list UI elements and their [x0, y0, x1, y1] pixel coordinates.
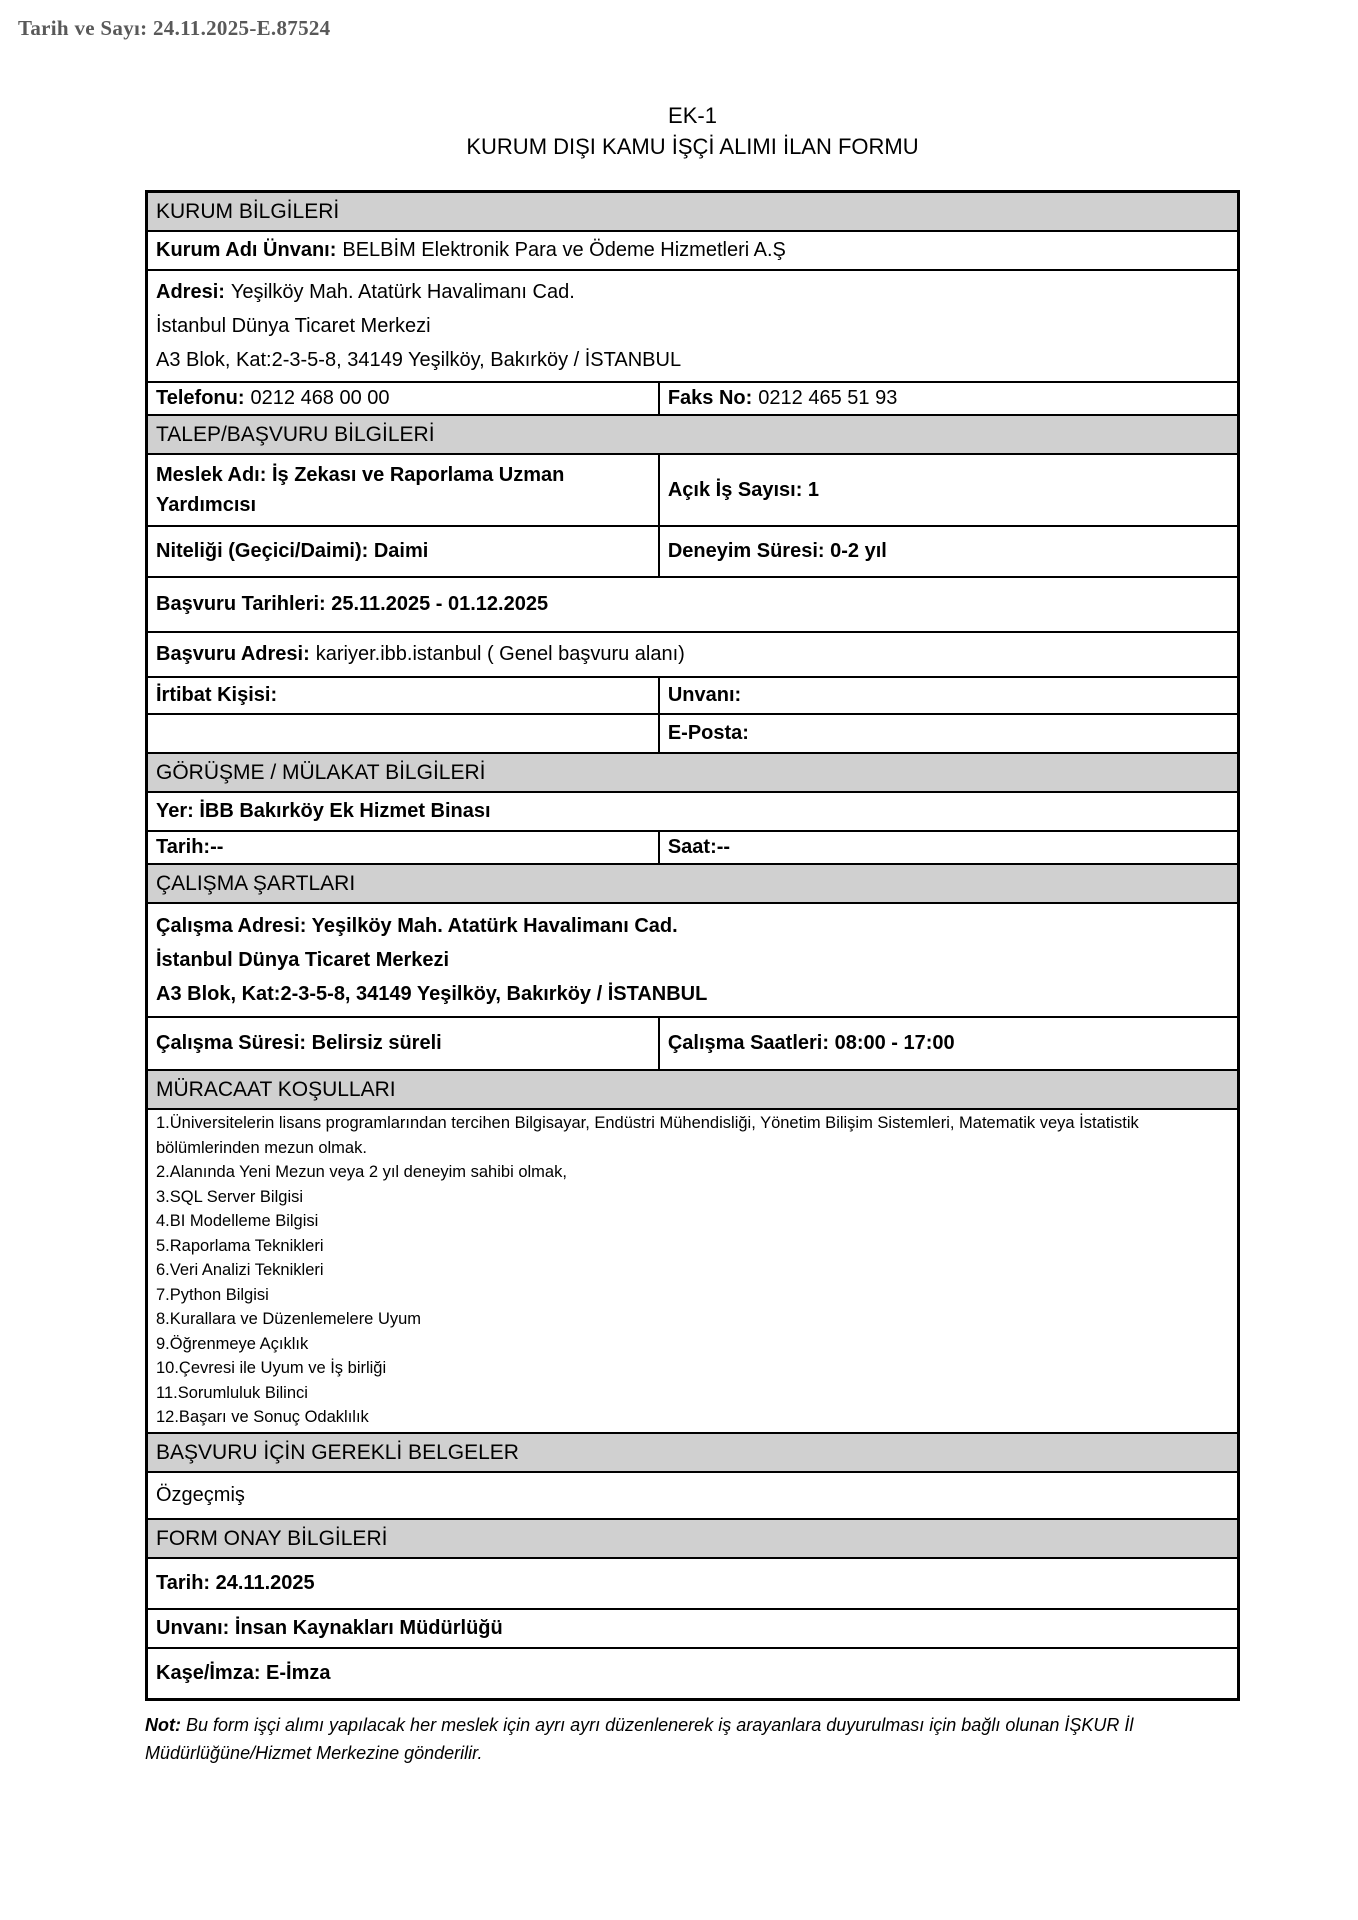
- section-header-form-onay: FORM ONAY BİLGİLERİ: [148, 1518, 1237, 1557]
- section-header-calisma-sartlari: ÇALIŞMA ŞARTLARI: [148, 863, 1237, 902]
- field-basvuru-adresi-label: Başvuru Adresi:: [156, 643, 310, 665]
- muracaat-item-9: 9.Öğrenmeye Açıklık: [156, 1334, 309, 1353]
- row-basvuru-adresi: [148, 631, 1237, 676]
- field-adres: [148, 271, 1237, 381]
- muracaat-item-8: 8.Kurallara ve Düzenlemelere Uyum: [156, 1310, 422, 1328]
- row-kurum-adi: [148, 230, 1237, 269]
- row-onay-tarih: [148, 1557, 1237, 1608]
- field-adres-line2: İstanbul Dünya Ticaret Merkezi: [156, 315, 431, 337]
- field-eposta: E-Posta:: [667, 722, 749, 744]
- field-irtibat-empty: [148, 715, 660, 752]
- row-calisma-adresi: [148, 902, 1237, 1016]
- field-adres-label: Adresi:: [156, 281, 225, 303]
- field-kurum-adi-label: Kurum Adı Ünvanı:: [156, 239, 337, 261]
- row-calisma-suresi-saatleri: [148, 1016, 1237, 1069]
- field-adres-line1: [156, 275, 1229, 309]
- muracaat-item-1: 1.Üniversitelerin lisans programlarından tercihen Bilgisayar, Endüstri Mühendisliği, Yönetim Bilişim Sistemleri, Matematik veya İstatistik bölümlerinden mezun olmak.: [156, 1114, 1139, 1157]
- muracaat-item-7: 7.Python Bilgisi: [156, 1285, 269, 1304]
- section-header-gorusme-mulakat: GÖRÜŞME / MÜLAKAT BİLGİLERİ: [148, 752, 1237, 791]
- field-faks-value: 0212 465 51 93: [758, 387, 898, 409]
- field-ozgecmis: Özgeçmiş: [156, 1483, 245, 1506]
- row-irtibat-unvan: [148, 676, 1237, 713]
- field-niteligi: Niteliği (Geçici/Daimi): Daimi: [148, 527, 660, 576]
- field-calisma-adresi-line2: İstanbul Dünya Ticaret Merkezi: [156, 949, 450, 971]
- field-telefon-label: Telefonu:: [156, 387, 245, 409]
- row-kase-imza: [148, 1647, 1237, 1698]
- field-kurum-adi-value: BELBİM Elektronik Para ve Ödeme Hizmetleri A.Ş: [342, 239, 786, 261]
- row-yer: [148, 791, 1237, 830]
- field-yer: Yer: İBB Bakırköy Ek Hizmet Binası: [156, 800, 491, 822]
- field-acik-is-sayisi: Açık İş Sayısı: 1: [667, 479, 820, 501]
- field-adres-line3: A3 Blok, Kat:2-3-5-8, 34149 Yeşilköy, Bakırköy / İSTANBUL: [156, 349, 682, 371]
- form-table: [145, 190, 1240, 1701]
- muracaat-item-4: 4.BI Modelleme Bilgisi: [156, 1212, 319, 1230]
- muracaat-item-2: 2.Alanında Yeni Mezun veya 2 yıl deneyim sahibi olmak,: [156, 1163, 567, 1181]
- field-basvuru-tarihleri: Başvuru Tarihleri: 25.11.2025 - 01.12.2025: [156, 593, 549, 615]
- section-header-talep-basvuru: TALEP/BAŞVURU BİLGİLERİ: [148, 414, 1237, 453]
- field-kurum-adi: [148, 232, 1237, 269]
- field-deneyim-suresi: Deneyim Süresi: 0-2 yıl: [667, 540, 887, 562]
- field-muracaat-list: [148, 1110, 1237, 1432]
- row-nitelik-deneyim: [148, 525, 1237, 576]
- footnote: [145, 1711, 1240, 1767]
- muracaat-item-5: 5.Raporlama Teknikleri: [156, 1236, 324, 1255]
- section-header-kurum-bilgileri: KURUM BİLGİLERİ: [148, 193, 1237, 230]
- row-ozgecmis: [148, 1471, 1237, 1518]
- field-faks-label: Faks No:: [667, 387, 753, 409]
- field-onay-tarih: Tarih: 24.11.2025: [156, 1571, 315, 1594]
- muracaat-item-6: 6.Veri Analizi Teknikleri: [156, 1261, 324, 1279]
- footnote-text: Bu form işçi alımı yapılacak her meslek için ayrı ayrı düzenlenerek iş arayanlara duyurulması için bağlı olunan İŞKUR İl Müdürlüğüne/Hizmet Merkezine gönderilir.: [145, 1714, 1134, 1763]
- field-adres-value1: Yeşilköy Mah. Atatürk Havalimanı Cad.: [230, 281, 575, 303]
- form-document: [145, 100, 1240, 1767]
- field-irtibat-kisisi: İrtibat Kişisi:: [148, 678, 660, 713]
- field-calisma-adresi-line3: A3 Blok, Kat:2-3-5-8, 34149 Yeşilköy, Bakırköy / İSTANBUL: [156, 983, 708, 1005]
- field-faks: [660, 383, 1237, 414]
- row-onay-unvan: [148, 1608, 1237, 1647]
- field-calisma-saatleri: Çalışma Saatleri: 08:00 - 17:00: [667, 1032, 955, 1054]
- row-tarih-saat: [148, 830, 1237, 863]
- field-basvuru-adresi-value: kariyer.ibb.istanbul ( Genel başvuru alanı): [315, 643, 685, 665]
- field-calisma-suresi: Çalışma Süresi: Belirsiz süreli: [148, 1018, 660, 1069]
- form-title: [145, 100, 1240, 162]
- row-adres: [148, 269, 1237, 381]
- row-muracaat-kosullari: [148, 1108, 1237, 1432]
- form-title-main: KURUM DIŞI KAMU İŞÇİ ALIMI İLAN FORMU: [466, 134, 919, 159]
- form-title-annex: EK-1: [668, 103, 717, 128]
- muracaat-item-3: 3.SQL Server Bilgisi: [156, 1187, 304, 1206]
- field-gorusme-tarih: Tarih:--: [148, 832, 660, 863]
- field-telefon-value: 0212 468 00 00: [250, 387, 390, 409]
- field-unvani: Unvanı:: [667, 684, 742, 706]
- field-basvuru-adresi: [148, 633, 1237, 676]
- field-kase-imza: Kaşe/İmza: E-İmza: [156, 1661, 331, 1684]
- field-onay-unvan: Unvanı: İnsan Kaynakları Müdürlüğü: [156, 1616, 503, 1639]
- row-basvuru-tarihleri: [148, 576, 1237, 631]
- document-date-number: Tarih ve Sayı: 24.11.2025-E.87524: [18, 16, 331, 40]
- muracaat-item-10: 10.Çevresi ile Uyum ve İş birliği: [156, 1359, 387, 1377]
- section-header-muracaat-kosullari: MÜRACAAT KOŞULLARI: [148, 1069, 1237, 1108]
- field-calisma-adresi-line1: Çalışma Adresi: Yeşilköy Mah. Atatürk Havalimanı Cad.: [156, 915, 678, 937]
- muracaat-item-12: 12.Başarı ve Sonuç Odaklılık: [156, 1408, 369, 1426]
- footnote-label: Not:: [145, 1714, 181, 1735]
- field-telefon: [148, 383, 660, 414]
- row-eposta: [148, 713, 1237, 752]
- muracaat-item-11: 11.Sorumluluk Bilinci: [156, 1383, 308, 1402]
- row-telefon-faks: [148, 381, 1237, 414]
- field-calisma-adresi: [148, 904, 1237, 1016]
- row-meslek-acik-is: [148, 453, 1237, 525]
- field-gorusme-saat: Saat:--: [667, 836, 731, 858]
- field-meslek-adi: Meslek Adı: İş Zekası ve Raporlama Uzman Yardımcısı: [148, 455, 660, 525]
- section-header-gerekli-belgeler: BAŞVURU İÇİN GEREKLİ BELGELER: [148, 1432, 1237, 1471]
